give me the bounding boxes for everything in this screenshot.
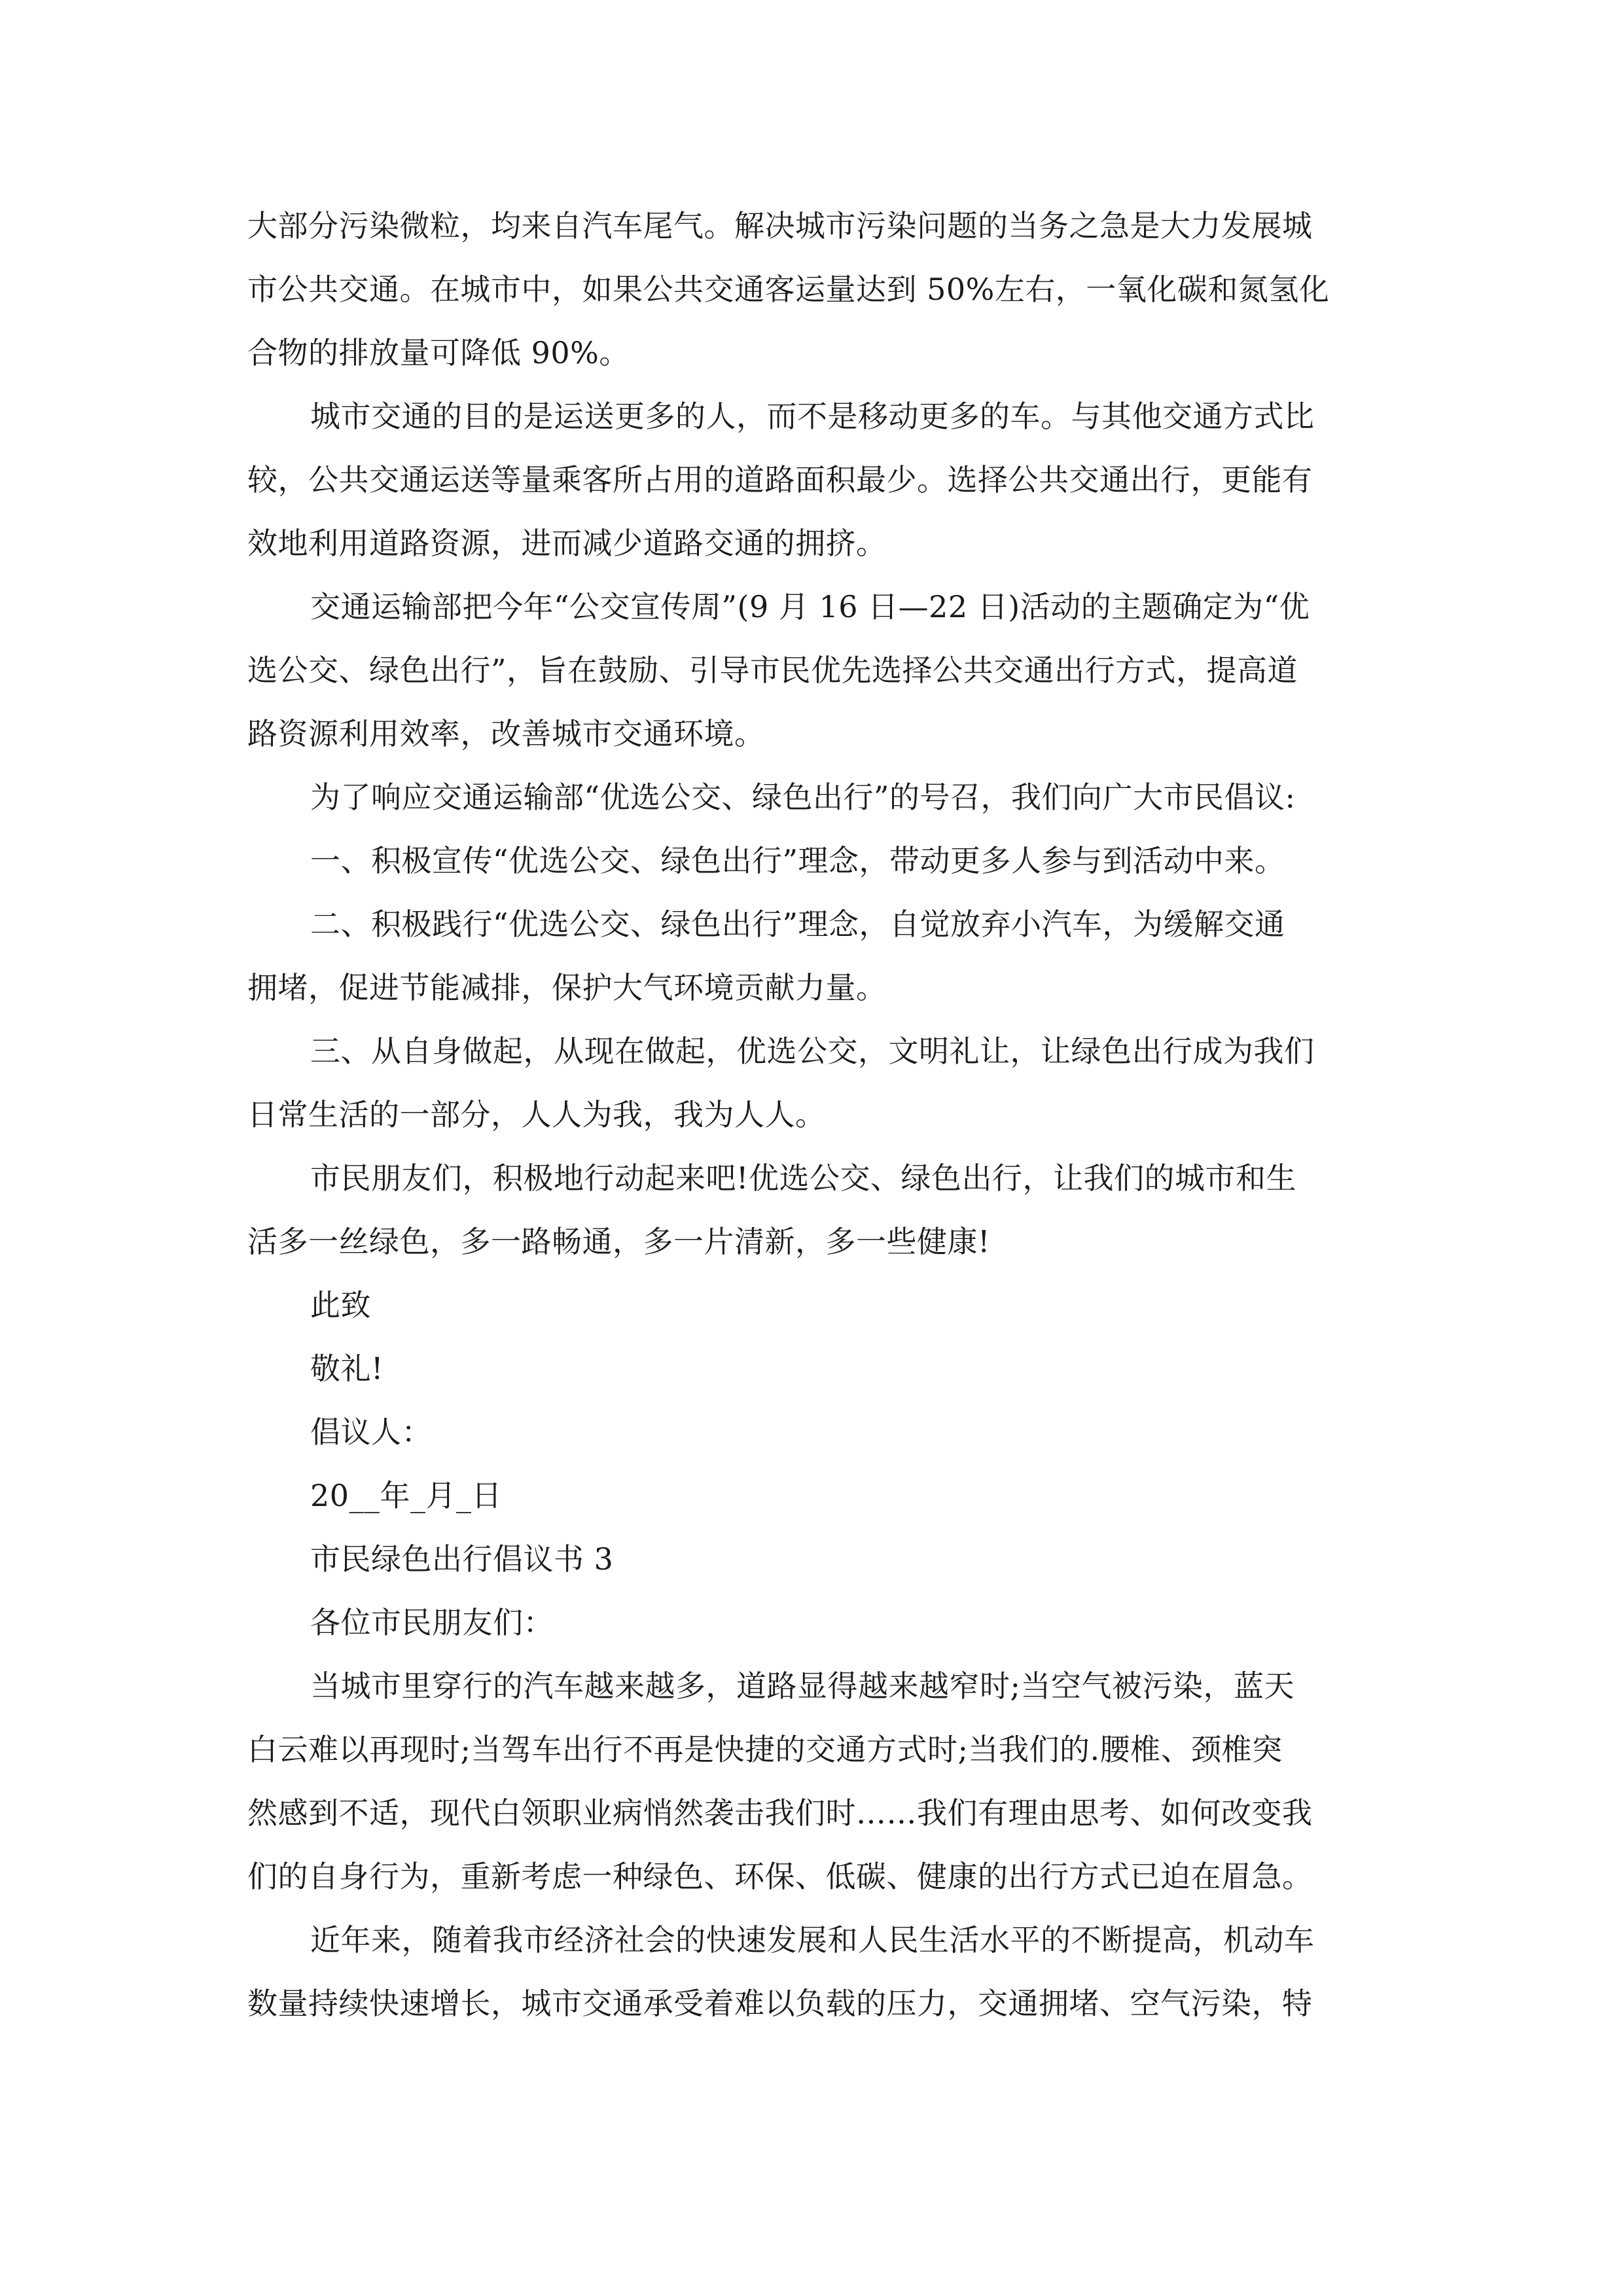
text-line: 数量持续快速增长，城市交通承受着难以负载的压力，交通拥堵、空气污染，特	[247, 1986, 1313, 2021]
proposal-item-3: 三、从自身做起，从现在做起，优选公交，文明礼让，让绿色出行成为我们	[310, 1033, 1315, 1069]
paragraph-start-line: 交通运输部把今年“公交宣传周”(9 月 16 日—22 日)活动的主题确定为“优	[310, 589, 1310, 624]
text-line: 选公交、绿色出行”，旨在鼓励、引导市民优先选择公共交通出行方式，提高道	[247, 653, 1298, 688]
text-line: 合物的排放量可降低 90%。	[247, 335, 630, 370]
text-line: 日常生活的一部分，人人为我，我为人人。	[247, 1097, 826, 1132]
text-line: 活多一丝绿色，多一路畅通，多一片清新，多一些健康!	[247, 1224, 990, 1259]
text-line: 路资源利用效率，改善城市交通环境。	[247, 716, 765, 751]
proposal-item-1: 一、积极宣传“优选公交、绿色出行”理念，带动更多人参与到活动中来。	[310, 843, 1285, 878]
text-line: 白云难以再现时;当驾车出行不再是快捷的交通方式时;当我们的.腰椎、颈椎突	[247, 1732, 1283, 1767]
text-line: 拥堵，促进节能减排，保护大气环境贡献力量。	[247, 970, 887, 1005]
text-line: 大部分污染微粒，均来自汽车尾气。解决城市污染问题的当务之急是大力发展城	[247, 208, 1313, 243]
closing-regards: 敬礼!	[310, 1351, 383, 1386]
text-line: 较，公共交通运送等量乘客所占用的道路面积最少。选择公共交通出行，更能有	[247, 462, 1313, 497]
paragraph-start-line: 近年来，随着我市经济社会的快速发展和人民生活水平的不断提高，机动车	[310, 1922, 1315, 1958]
date-line: 20__年_月_日	[310, 1478, 503, 1513]
closing-salutation: 此致	[310, 1287, 371, 1323]
proposal-item-2: 二、积极践行“优选公交、绿色出行”理念，自觉放弃小汽车，为缓解交通	[310, 906, 1285, 942]
text-line: 效地利用道路资源，进而减少道路交通的拥挤。	[247, 526, 887, 561]
text-line: 然感到不适，现代白领职业病悄然袭击我们时……我们有理由思考、如何改变我	[247, 1795, 1313, 1831]
paragraph-start-line: 市民朋友们，积极地行动起来吧!优选公交、绿色出行，让我们的城市和生	[310, 1160, 1296, 1196]
paragraph-start-line: 为了响应交通运输部“优选公交、绿色出行”的号召，我们向广大市民倡议:	[310, 780, 1296, 815]
signature-label: 倡议人：	[310, 1414, 432, 1450]
section-title: 市民绿色出行倡议书 3	[310, 1541, 614, 1577]
text-line: 市公共交通。在城市中，如果公共交通客运量达到 50%左右，一氧化碳和氮氢化	[247, 272, 1330, 307]
paragraph-start-line: 当城市里穿行的汽车越来越多，道路显得越来越窄时;当空气被污染，蓝天	[310, 1668, 1294, 1704]
document-body	[247, 194, 1386, 2036]
text-line: 们的自身行为，重新考虑一种绿色、环保、低碳、健康的出行方式已迫在眉急。	[247, 1859, 1313, 1894]
greeting-line: 各位市民朋友们：	[310, 1605, 554, 1640]
paragraph-start-line: 城市交通的目的是运送更多的人，而不是移动更多的车。与其他交通方式比	[310, 399, 1315, 434]
